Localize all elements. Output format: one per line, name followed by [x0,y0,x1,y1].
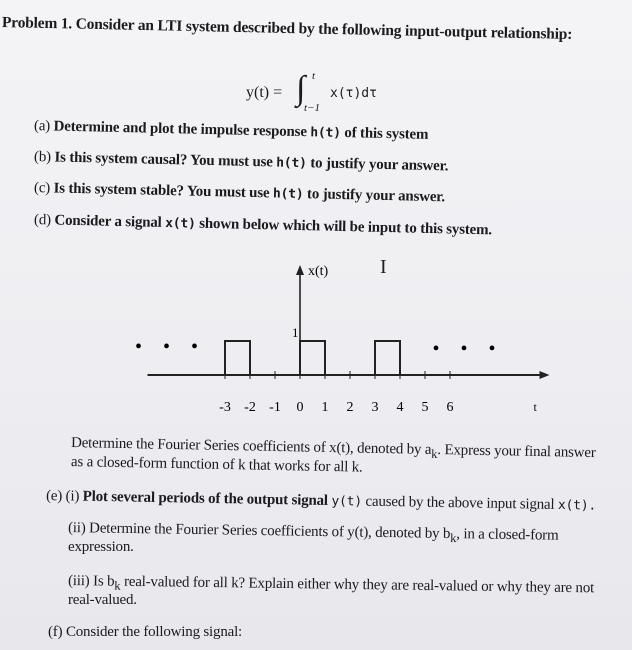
tick-label-8: 5 [421,400,429,415]
pulse-1 [300,341,325,375]
part-e-iii-text-after: real-valued for all k? Explain either why they are real-valued or why they are not [123,573,595,597]
part-e-i-text: Plot several periods of the output signal [82,488,328,509]
integral-lower-limit: t−1 [304,102,320,114]
part-a-code: h(t) [310,125,341,141]
part-d-cont2-text: as a closed-form function of k that works for all k. [70,454,363,476]
part-d-cont1-sub: k [431,446,438,462]
integrand: x(τ)dτ [330,86,377,101]
part-c-text: Is this system stable? You must use [53,180,270,202]
part-e-ii-line2 [68,539,134,556]
part-d-cont1-text: Determine the Fourier Series coefficients of x(t), denoted by a [70,435,432,458]
part-c-text-after: to justify your answer. [306,186,446,206]
tick-label-1: -2 [244,400,256,415]
time-axis-arrow [540,371,550,379]
ellipsis-left: • • • [135,336,207,358]
x-axis-label: t [533,400,537,414]
part-f-text: Consider the following signal: [65,624,243,640]
part-b [34,149,449,175]
part-e-i-text-mid: caused by the above input signal [365,493,555,513]
tick-label-0: -3 [219,400,231,415]
part-d-code: x(t) [164,215,196,232]
part-e-i-code2: x(t). [557,497,597,514]
part-e-ii-text: Determine the Fourier Series coefficients of y(t), denoted by b [88,520,451,543]
part-e-i-code: y(t) [331,493,363,510]
part-d [34,212,492,239]
tick-label-7: 4 [396,400,404,415]
tick-label-9: 6 [446,400,454,415]
part-b-text-after: to justify your answer. [310,155,449,175]
part-e-i [46,488,596,515]
part-b-code: h(t) [276,155,307,172]
problem-heading: Problem 1. [1,14,73,33]
problem-header [2,14,573,44]
signal-plot [0,245,632,425]
part-a-text: Determine and plot the impulse response [53,118,307,141]
part-b-text: Is this system causal? You must use [54,149,273,171]
part-d-label: (d) [33,212,52,229]
part-e-ii-sub: k [450,531,457,546]
part-e-iii-line2 [68,592,137,609]
part-e-ii-label: (ii) [67,520,86,537]
amplitude-label: 1 [292,325,299,340]
part-e-label: (e) [45,488,63,505]
text-cursor-icon: I [380,256,387,278]
ellipsis-right: • • • [432,338,504,360]
integral-sign: ∫ [296,70,306,107]
part-c-label: (c) [33,180,51,197]
part-e-ii [68,520,559,548]
y-axis-label: x(t) [308,264,329,279]
tick-label-3: 0 [296,400,304,415]
problem-intro: Consider an LTI system described by the following input-output relationship: [75,15,573,43]
equation-lhs: y(t) = [246,84,283,101]
part-f [48,624,242,641]
pulse-2 [375,341,400,375]
amplitude-axis-arrow [296,265,304,275]
part-a-text-after: of this system [344,125,429,143]
tick-label-2: -1 [269,400,281,415]
tick-label-4: 1 [321,400,329,415]
tick-label-6: 3 [371,400,379,415]
part-f-label: (f) [48,624,63,640]
part-e-ii-text2: expression. [68,539,134,555]
tick-label-5: 2 [346,400,354,415]
part-d-text: Consider a signal [54,212,162,231]
part-c [34,180,445,206]
part-d-text-after: shown below which will be input to this system. [199,215,493,239]
part-e-iii-sub: k [114,578,121,593]
part-e-i-label: (i) [65,488,80,505]
part-b-label: (b) [33,149,52,166]
part-e-iii-text: Is b [92,573,115,590]
part-d-cont1-after: . Express your final answer [437,442,596,462]
pulse-0 [225,341,250,375]
part-e-iii-text2: real-valued. [68,592,137,608]
part-c-code: h(t) [272,186,304,203]
part-a-label: (a) [33,118,51,135]
io-equation [246,70,377,122]
part-e-ii-text-after: , in a closed-form [456,526,559,544]
part-e-iii-label: (iii) [67,573,90,590]
part-e-iii [68,573,594,600]
integral-upper-limit: t [312,70,316,82]
